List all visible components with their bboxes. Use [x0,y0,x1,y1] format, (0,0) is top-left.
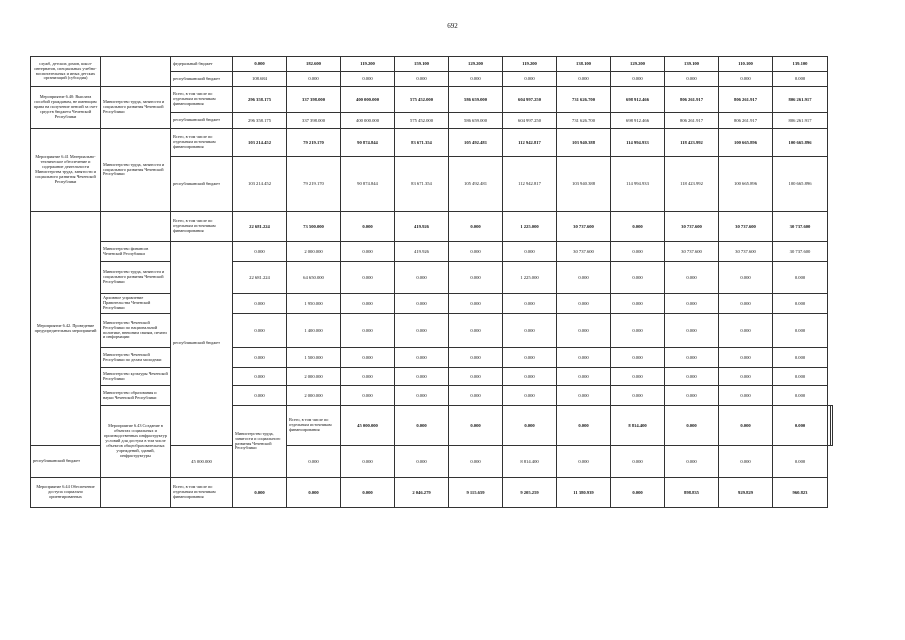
value-cell: 419.926 [395,242,449,262]
value-cell: 159.100 [395,57,449,72]
value-cell: 0.000 [503,294,557,314]
value-cell: 0.000 [341,294,395,314]
executor-cell: Министерство труда, занятости и социального развития Чеченской Республики [101,262,171,294]
funding-source-cell: Всего, в том числе по отдельным источникам финансирования [171,129,233,157]
value-cell: 0.000 [557,294,611,314]
value-cell: 0.000 [449,262,503,294]
value-cell: 112 942.817 [503,157,557,212]
value-cell: 8 814.400 [611,406,665,446]
value-cell: 0.000 [773,348,828,368]
value-cell: 0.000 [503,406,557,446]
value-cell: 0.000 [341,314,395,348]
value-cell: 0.000 [449,368,503,386]
value-cell: 0.000 [287,72,341,87]
table-row [31,57,833,72]
value-cell: 0.000 [557,406,611,446]
table-row [31,242,833,262]
value-cell: 0.000 [611,478,665,508]
value-cell: 0.000 [503,72,557,87]
funding-source-cell: республиканский бюджет [171,72,233,87]
value-cell: 45 000.000 [171,446,233,478]
value-cell: 0.000 [341,72,395,87]
value-cell: 0.000 [395,348,449,368]
table-row [31,386,833,406]
value-cell: 118 423.992 [665,129,719,157]
value-cell: 114 994.933 [611,129,665,157]
value-cell: 0.000 [665,314,719,348]
value-cell: 1 400.000 [287,314,341,348]
value-cell: 119.200 [341,57,395,72]
value-cell: 0.000 [287,446,341,478]
value-cell: 30 737.600 [773,212,828,242]
value-cell: 296 358.175 [233,87,287,113]
value-cell: 898.835 [665,478,719,508]
table-row [31,262,833,294]
value-cell: 698 912.466 [611,87,665,113]
value-cell: 0.000 [341,386,395,406]
value-cell: 575 452.000 [395,113,449,129]
table-row [31,212,833,242]
value-cell: 0.000 [233,314,287,348]
funding-source-cell: Всего, в том числе по отдельным источникам финансирования [287,406,341,446]
value-cell: 0.000 [395,446,449,478]
value-cell: 0.000 [233,57,287,72]
value-cell: 182.600 [287,57,341,72]
executor-cell [101,212,171,242]
value-cell: 0.000 [665,72,719,87]
value-cell: 0.000 [503,368,557,386]
value-cell: 2 000.000 [287,242,341,262]
value-cell: 108.684 [233,72,287,87]
value-cell: 22 681.224 [233,212,287,242]
value-cell: 806 261.917 [665,113,719,129]
executor-cell: Министерство труда, занятости и социального развития Чеченской Республики [233,406,287,478]
value-cell: 575 452.000 [395,87,449,113]
value-cell: 698 912.466 [611,113,665,129]
value-cell: 2 000.000 [287,386,341,406]
value-cell: 0.000 [341,478,395,508]
value-cell: 0.000 [773,262,828,294]
executor-cell [101,478,171,508]
value-cell: 0.000 [341,262,395,294]
value-cell: 100 665.896 [773,129,828,157]
value-cell: 9 205.259 [503,478,557,508]
value-cell: 0.000 [719,262,773,294]
value-cell: 0.000 [395,294,449,314]
value-cell: 11 380.939 [557,478,611,508]
value-cell: 0.000 [395,406,449,446]
value-cell: 0.000 [611,212,665,242]
value-cell: 0.000 [773,386,828,406]
value-cell: 30 737.600 [665,242,719,262]
table-row [31,87,833,113]
value-cell: 731 626.700 [557,113,611,129]
funding-source-cell: федеральный бюджет [171,57,233,72]
value-cell: 0.000 [557,368,611,386]
value-cell: 419.926 [395,212,449,242]
table-row [31,406,833,446]
value-cell: 0.000 [719,294,773,314]
table-row [31,368,833,386]
executor-cell: Министерство финансов Чеченской Республики [101,242,171,262]
value-cell: 0.000 [341,242,395,262]
value-cell: 100 665.896 [719,157,773,212]
value-cell: 0.000 [665,348,719,368]
value-cell: 0.000 [449,294,503,314]
value-cell [830,406,833,446]
value-cell: 114 994.933 [611,157,665,212]
value-cell: 0.000 [503,348,557,368]
value-cell: 129.200 [449,57,503,72]
measure-name-cell: Мероприятие 6.41 Материально-техническое обеспечение и содержание деятельности Министерства труда, занятости и социального развития Чеченской Республики [31,129,101,212]
value-cell: 119.200 [503,57,557,72]
funding-source-cell: республиканский бюджет [171,157,233,212]
value-cell: 0.000 [773,446,828,478]
value-cell: 0.000 [611,72,665,87]
value-cell: 0.000 [449,386,503,406]
value-cell: 960.823 [773,478,828,508]
executor-cell: Министерство Чеченской Республики по национальной политике, внешним связям, печати и информации [101,314,171,348]
funding-source-cell: Всего, в том числе по отдельным источникам финансирования [171,212,233,242]
value-cell: 0.000 [773,314,828,348]
value-cell: 0.000 [665,294,719,314]
value-cell: 0.000 [395,72,449,87]
executor-cell: Министерство труда, занятости и социального развития Чеченской Республики [101,129,171,212]
value-cell: 30 737.600 [773,242,828,262]
value-cell: 0.000 [719,406,773,446]
value-cell: 0.000 [233,242,287,262]
value-cell: 0.000 [665,368,719,386]
value-cell: 0.000 [341,368,395,386]
value-cell: 0.000 [719,314,773,348]
value-cell: 0.000 [503,314,557,348]
value-cell: 586 659.000 [449,87,503,113]
value-cell: 400 000.000 [341,113,395,129]
executor-cell: Министерство культуры Чеченской Республики [101,368,171,386]
value-cell: 0.000 [395,314,449,348]
value-cell: 0.000 [449,242,503,262]
value-cell: 0.000 [611,348,665,368]
value-cell: 100 665.896 [719,129,773,157]
value-cell: 806 261.917 [773,87,828,113]
value-cell: 9 115.659 [449,478,503,508]
value-cell: 0.000 [449,348,503,368]
value-cell: 0.000 [395,386,449,406]
value-cell: 0.000 [611,262,665,294]
value-cell: 0.000 [449,212,503,242]
value-cell: 0.000 [341,212,395,242]
value-cell: 90 874.844 [341,157,395,212]
executor-cell: Архивное управление Правительства Чеченской Республики [101,294,171,314]
value-cell: 0.000 [611,386,665,406]
value-cell: 30 737.600 [719,212,773,242]
table-row [31,129,833,157]
value-cell: 0.000 [287,478,341,508]
value-cell: 0.000 [611,242,665,262]
budget-table [30,56,833,508]
value-cell: 103 940.388 [557,157,611,212]
value-cell: 337 398.000 [287,87,341,113]
value-cell: 806 261.917 [665,87,719,113]
value-cell: 0.000 [611,294,665,314]
value-cell: 0.000 [341,446,395,478]
measure-name-cell: Мероприятие 6.44 Обеспечение доступа социально ориентированных [31,478,101,508]
executor-cell: Министерство Чеченской Республики по делам молодежи [101,348,171,368]
executor-cell: Министерство образования и науки Чеченской Республики [101,386,171,406]
value-cell: 0.000 [557,348,611,368]
value-cell: 0.000 [773,406,828,446]
value-cell: 1 225.000 [503,212,557,242]
table-row [31,294,833,314]
value-cell: 22 681.224 [233,262,287,294]
value-cell: 90 874.844 [341,129,395,157]
value-cell: 103 940.388 [557,129,611,157]
value-cell: 118 423.992 [665,157,719,212]
value-cell: 0.000 [557,386,611,406]
executor-cell [101,57,171,87]
measure-name-cell: Мероприятие 6.43 Создание в объектах социальных и производственных инфраструктур условий для доступа в том числе объектов общеобразовательных учреждений, зданий, инфраструктуры [101,406,171,478]
value-cell: 0.000 [233,348,287,368]
value-cell: 604 997.250 [503,113,557,129]
value-cell: 1 950.000 [287,294,341,314]
value-cell: 604 997.250 [503,87,557,113]
value-cell: 8 814.400 [503,446,557,478]
funding-source-cell: Всего, в том числе по отдельным источникам финансирования [171,87,233,113]
value-cell: 138.100 [557,57,611,72]
value-cell: 0.000 [449,72,503,87]
value-cell: 0.000 [557,446,611,478]
value-cell: 2 000.000 [287,368,341,386]
value-cell: 83 671.354 [395,129,449,157]
value-cell: 30 737.600 [557,242,611,262]
value-cell: 139.100 [773,57,828,72]
value-cell: 296 358.175 [233,113,287,129]
value-cell: 30 737.600 [719,242,773,262]
value-cell: 2 046.279 [395,478,449,508]
value-cell: 0.000 [719,368,773,386]
table-row [31,314,833,348]
value-cell: 103 214.452 [233,129,287,157]
funding-source-cell: республиканский бюджет [171,242,233,446]
measure-name-cell: Мероприятие 6.42. Проведение предупредительных мероприятий [31,212,101,446]
value-cell: 0.000 [449,314,503,348]
value-cell: 0.000 [719,348,773,368]
value-cell: 0.000 [557,72,611,87]
value-cell: 0.000 [611,368,665,386]
value-cell: 0.000 [503,386,557,406]
value-cell: 30 737.600 [665,212,719,242]
page-number: 692 [447,22,458,30]
table-row [31,348,833,368]
value-cell: 0.000 [665,262,719,294]
value-cell: 0.000 [395,368,449,386]
funding-source-cell: Всего, в том числе по отдельным источникам финансирования [171,478,233,508]
value-cell: 0.000 [341,348,395,368]
value-cell: 64 650.000 [287,262,341,294]
value-cell: 0.000 [449,406,503,446]
executor-cell: Министерство труда, занятости и социального развития Чеченской Республики [101,87,171,129]
value-cell: 0.000 [557,262,611,294]
value-cell: 0.000 [233,368,287,386]
value-cell: 105 492.481 [449,157,503,212]
value-cell: 79 219.170 [287,129,341,157]
value-cell: 83 671.354 [395,157,449,212]
value-cell: 806 261.917 [773,113,828,129]
value-cell: 0.000 [233,478,287,508]
value-cell: 73 500.000 [287,212,341,242]
value-cell: 30 737.600 [557,212,611,242]
value-cell: 806 261.917 [719,113,773,129]
value-cell: 45 000.000 [341,406,395,446]
value-cell: 0.000 [611,314,665,348]
value-cell: 112 942.817 [503,129,557,157]
value-cell: 139.100 [665,57,719,72]
value-cell: 0.000 [449,446,503,478]
value-cell: 0.000 [719,446,773,478]
value-cell: 0.000 [773,72,828,87]
value-cell: 806 261.917 [719,87,773,113]
funding-source-cell: республиканский бюджет [31,446,101,478]
value-cell: 1 225.000 [503,262,557,294]
value-cell: 1 500.000 [287,348,341,368]
value-cell: 0.000 [665,406,719,446]
value-cell: 103 214.452 [233,157,287,212]
value-cell: 0.000 [233,294,287,314]
value-cell: 100 665.896 [773,157,828,212]
value-cell: 337 398.000 [287,113,341,129]
value-cell: 129.200 [611,57,665,72]
value-cell: 0.000 [503,242,557,262]
measure-name-cell: служб, детских домов, школ-интернатов, специальных учебно-воспитательных и иных детских организаций (субсидия) [31,57,101,87]
value-cell: 0.000 [611,446,665,478]
value-cell: 0.000 [557,314,611,348]
value-cell: 0.000 [233,386,287,406]
value-cell: 105 492.481 [449,129,503,157]
measure-name-cell: Мероприятие 6.40: Выплата пособий гражданам, не имеющим права на получение пенсий за счет средств бюджета Чеченской Республики [31,87,101,129]
value-cell: 0.000 [395,262,449,294]
value-cell: 929.829 [719,478,773,508]
value-cell: 0.000 [719,386,773,406]
table-row [31,478,833,508]
value-cell: 731 626.700 [557,87,611,113]
value-cell: 110.100 [719,57,773,72]
value-cell: 0.000 [665,446,719,478]
value-cell: 0.000 [773,294,828,314]
funding-source-cell: республиканский бюджет [171,113,233,129]
value-cell: 0.000 [773,368,828,386]
value-cell: 586 659.000 [449,113,503,129]
value-cell: 79 219.170 [287,157,341,212]
value-cell: 0.000 [665,386,719,406]
value-cell: 400 000.000 [341,87,395,113]
value-cell: 0.000 [719,72,773,87]
